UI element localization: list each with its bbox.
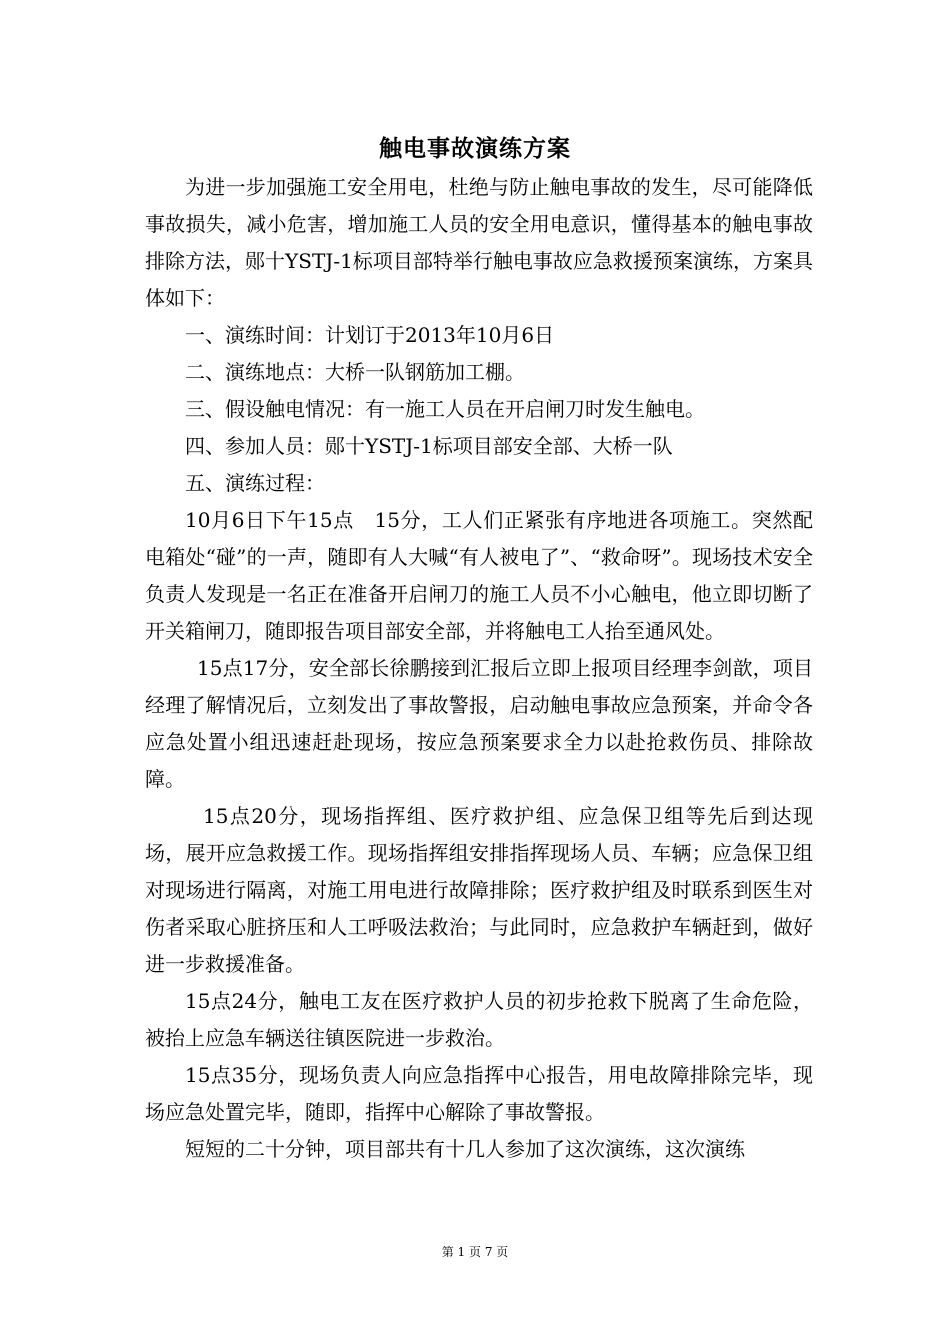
paragraph-process-1: 10月6日下午15点 15分，工人们正紧张有序地进各项施工。突然配电箱处“碰”的一声，随即有人大喊“有人被电了”、“救命呀”。现场技术安全负责人发现是一名正在准备开启闸刀的施工人员不小心触电，他立即切断了开关箱闸刀，随即报告项目部安全部，并将触电工人抬至通风处。	[145, 508, 813, 643]
paragraph-process-3: 15点20分，现场指挥组、医疗救护组、应急保卫组等先后到达现场，展开应急救援工作。现场指挥组安排指挥现场人员、车辆；应急保卫组对现场进行隔离，对施工用电进行故障排除；医疗救护组及时联系到医生对伤者采取心脏挤压和人工呼吸法救治；与此同时，应急救护车辆赶到，做好进一步救援准备。	[145, 804, 813, 976]
paragraph-scenario: 三、假设触电情况：有一施工人员在开启闸刀时发生触电。	[185, 397, 705, 421]
paragraph-process-heading: 五、演练过程：	[185, 471, 325, 495]
paragraph-drill-time: 一、演练时间：计划订于2013年10月6日	[185, 323, 555, 347]
document-body	[145, 169, 813, 1168]
paragraph-drill-location: 二、演练地点：大桥一队钢筋加工棚。	[185, 360, 525, 384]
paragraph-process-4: 15点24分，触电工友在医疗救护人员的初步抢救下脱离了生命危险，被抬上应急车辆送往镇医院进一步救治。	[145, 989, 813, 1050]
document-title: 触电事故演练方案	[379, 135, 571, 162]
paragraph-participants: 四、参加人员：郧十YSTJ-1标项目部安全部、大桥一队	[185, 434, 673, 458]
paragraph-intro: 为进一步加强施工安全用电，杜绝与防止触电事故的发生，尽可能降低事故损失，减小危害，增加施工人员的安全用电意识，懂得基本的触电事故排除方法，郧十YSTJ-1标项目部特举行触电事故应急救援预案演练，方案具体如下：	[145, 175, 813, 310]
paragraph-summary: 短短的二十分钟，项目部共有十几人参加了这次演练，这次演练	[185, 1137, 745, 1161]
page-number-footer: 第 1 页 7 页	[441, 1245, 509, 1259]
paragraph-process-2: 15点17分，安全部长徐鹏接到汇报后立即上报项目经理李剑歆，项目经理了解情况后，立刻发出了事故警报，启动触电事故应急预案，并命令各应急处置小组迅速赶赴现场，按应急预案要求全力以赴抢救伤员、排除故障。	[145, 656, 813, 791]
paragraph-process-5: 15点35分，现场负责人向应急指挥中心报告，用电故障排除完毕，现场应急处置完毕，随即，指挥中心解除了事故警报。	[145, 1063, 813, 1124]
